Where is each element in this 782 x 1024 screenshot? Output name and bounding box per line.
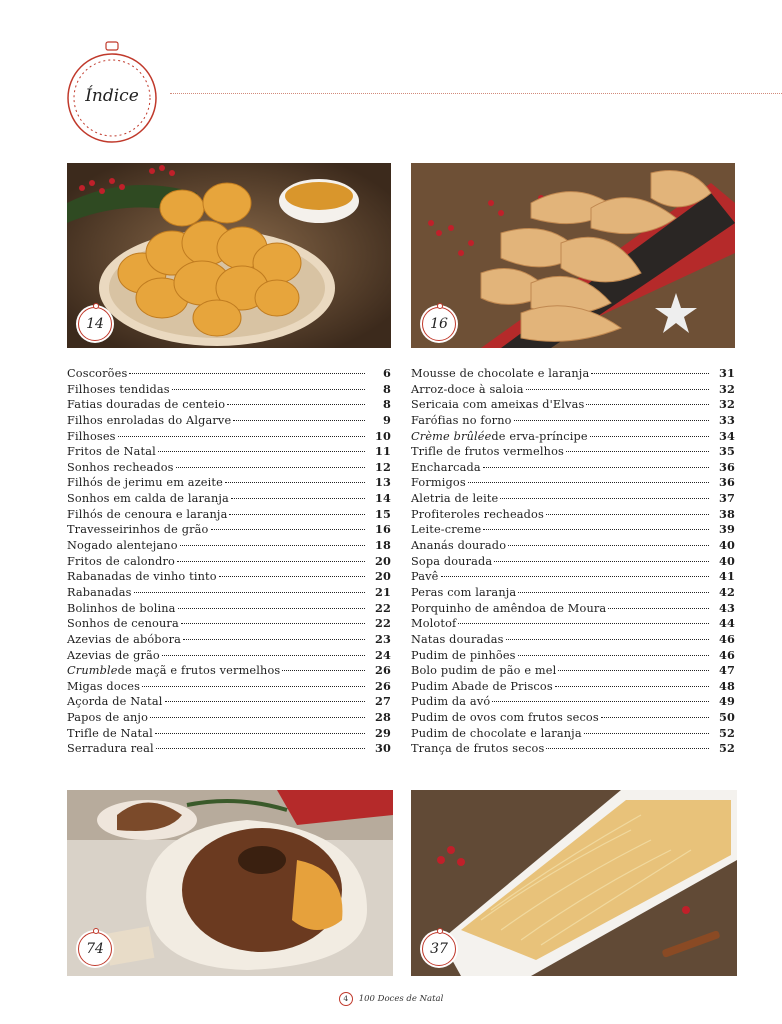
photo-aletria (411, 790, 737, 976)
toc-entry[interactable]: Sericaia com ameixas d'Elvas 32 (411, 397, 735, 412)
toc-entry[interactable]: Coscorões 6 (67, 366, 391, 380)
toc-entry[interactable]: Serradura real 30 (67, 741, 391, 756)
toc-entry[interactable]: Ananás dourado 40 (411, 538, 735, 553)
toc-entry[interactable]: Profiteroles recheados 38 (411, 506, 735, 521)
toc-entry[interactable]: Trifle de frutos vermelhos 35 (411, 444, 735, 459)
toc-entry[interactable]: Arroz-doce à saloia 32 (411, 381, 735, 396)
toc-entry[interactable]: Nogado alentejano 18 (67, 538, 391, 553)
page-footer (0, 992, 782, 1006)
toc-entry[interactable]: Crème brûlée de erva-príncipe 34 (411, 428, 735, 443)
header-divider (170, 93, 782, 94)
toc-entry[interactable]: Travesseirinhos de grão 16 (67, 522, 391, 537)
toc-entry[interactable]: Bolinhos de bolina 22 (67, 600, 391, 615)
toc-entry[interactable]: Fatias douradas de centeio 8 (67, 397, 391, 412)
toc-entry[interactable]: Mousse de chocolate e laranja 31 (411, 366, 735, 380)
toc-entry[interactable]: Filhós de cenoura e laranja 15 (67, 506, 391, 521)
toc-entry[interactable]: Fritos de Natal 11 (67, 444, 391, 459)
toc-entry[interactable]: Filhoses tendidas 8 (67, 381, 391, 396)
toc-left-column (67, 366, 391, 757)
toc-entry[interactable]: Pudim de chocolate e laranja 52 (411, 725, 735, 740)
toc-entry[interactable]: Bolo pudim de pão e mel 47 (411, 663, 735, 678)
toc-entry[interactable]: Natas douradas 46 (411, 631, 735, 646)
publication-name: 100 Doces de Natal (358, 994, 444, 1004)
toc-entry[interactable]: Sonhos recheados 12 (67, 459, 391, 474)
toc-entry[interactable]: Molotof 44 (411, 616, 735, 631)
toc-entry[interactable]: Crumble de maçã e frutos vermelhos 26 (67, 663, 391, 678)
toc-entry[interactable]: Pavê 41 (411, 569, 735, 584)
toc-entry[interactable]: Encharcada 36 (411, 459, 735, 474)
page-badge-14: 14 (78, 307, 112, 341)
toc-entry[interactable]: Filhos enroladas do Algarve 9 (67, 412, 391, 427)
page-title: Índice (85, 86, 139, 106)
toc-right-column (411, 366, 735, 757)
toc-entry[interactable]: Formigos 36 (411, 475, 735, 490)
page-badge-74: 74 (78, 932, 112, 966)
toc-entry[interactable]: Azevias de grão 24 (67, 647, 391, 662)
toc-entry[interactable]: Pudim de pinhões 46 (411, 647, 735, 662)
toc-entry[interactable]: Porquinho de amêndoa de Moura 43 (411, 600, 735, 615)
toc-entry[interactable]: Açorda de Natal 27 (67, 694, 391, 709)
toc-entry[interactable]: Rabanadas de vinho tinto 20 (67, 569, 391, 584)
toc-entry[interactable]: Trifle de Natal 29 (67, 725, 391, 740)
toc-entry[interactable]: Trança de frutos secos 52 (411, 741, 735, 756)
toc-entry[interactable]: Filhoses 10 (67, 428, 391, 443)
toc-entry[interactable]: Pudim Abade de Priscos 48 (411, 678, 735, 693)
toc-entry[interactable]: Aletria de leite 37 (411, 491, 735, 506)
toc-entry[interactable]: Rabanadas 21 (67, 584, 391, 599)
toc-entry[interactable]: Pudim de ovos com frutos secos 50 (411, 710, 735, 725)
toc-entry[interactable]: Azevias de abóbora 23 (67, 631, 391, 646)
toc-entry[interactable]: Filhós de jerimu em azeite 13 (67, 475, 391, 490)
toc-entry[interactable]: Migas doces 26 (67, 678, 391, 693)
toc-entry[interactable]: Farófias no forno 33 (411, 412, 735, 427)
page-badge-16: 16 (422, 307, 456, 341)
toc-entry[interactable]: Fritos de calondro 20 (67, 553, 391, 568)
toc-entry[interactable]: Pudim da avó 49 (411, 694, 735, 709)
page-number: 4 (339, 992, 353, 1006)
photo-fried-puffs (67, 163, 391, 348)
photo-ring-cake (67, 790, 393, 976)
toc-entry[interactable]: Sonhos de cenoura 22 (67, 616, 391, 631)
page-badge-37: 37 (422, 932, 456, 966)
toc-entry[interactable]: Papos de anjo 28 (67, 710, 391, 725)
toc-entry[interactable]: Sopa dourada 40 (411, 553, 735, 568)
toc-entry[interactable]: Leite-creme 39 (411, 522, 735, 537)
toc-entry[interactable]: Peras com laranja 42 (411, 584, 735, 599)
index-ornament (66, 40, 158, 150)
photo-sugared-pastries (411, 163, 735, 348)
toc-entry[interactable]: Sonhos em calda de laranja 14 (67, 491, 391, 506)
